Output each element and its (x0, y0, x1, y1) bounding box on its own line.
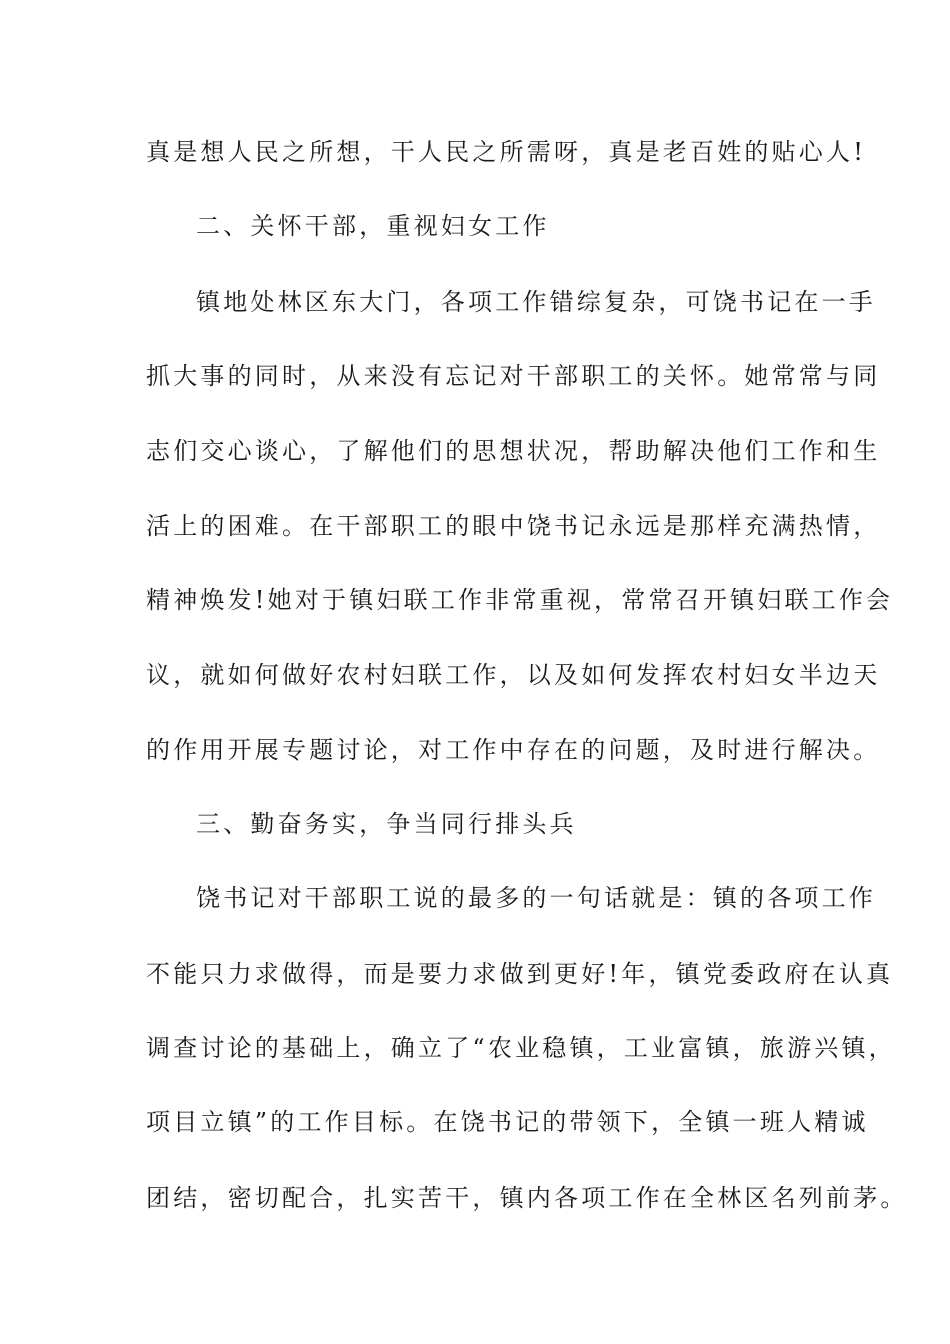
section-heading-3: 三、勤奋务实，争当同行排头兵 (196, 810, 577, 838)
paragraph-line: 饶书记对干部职工说的最多的一句话就是：镇的各项工作 (196, 884, 876, 912)
paragraph-line: 的作用开展专题讨论，对工作中存在的问题，及时进行解决。 (146, 736, 881, 764)
paragraph-line: 项目立镇”的工作目标。在饶书记的带领下，全镇一班人精诚 (146, 1108, 869, 1136)
paragraph-line: 志们交心谈心，了解他们的思想状况，帮助解决他们工作和生 (146, 437, 881, 465)
paragraph-line: 团结，密切配合，扎实苦干，镇内各项工作在全林区名列前茅。 (146, 1184, 908, 1212)
paragraph-line: 抓大事的同时，从来没有忘记对干部职工的关怀。她常常与同 (146, 362, 881, 390)
paragraph-line: 镇地处林区东大门，各项工作错综复杂，可饶书记在一手 (196, 288, 876, 316)
paragraph-line: 真是想人民之所想，干人民之所需呀，真是老百姓的贴心人! (146, 138, 867, 166)
section-heading-2: 二、关怀干部，重视妇女工作 (196, 212, 550, 240)
paragraph-line: 不能只力求做得，而是要力求做到更好!年，镇党委政府在认真 (146, 960, 894, 988)
paragraph-line: 活上的困难。在干部职工的眼中饶书记永远是那样充满热情， (146, 512, 881, 540)
paragraph-line: 议，就如何做好农村妇联工作，以及如何发挥农村妇女半边天 (146, 661, 881, 689)
paragraph-line: 精神焕发!她对于镇妇联工作非常重视，常常召开镇妇联工作会 (146, 586, 894, 614)
paragraph-line: 调查讨论的基础上，确立了“农业稳镇，工业富镇，旅游兴镇， (146, 1034, 896, 1062)
